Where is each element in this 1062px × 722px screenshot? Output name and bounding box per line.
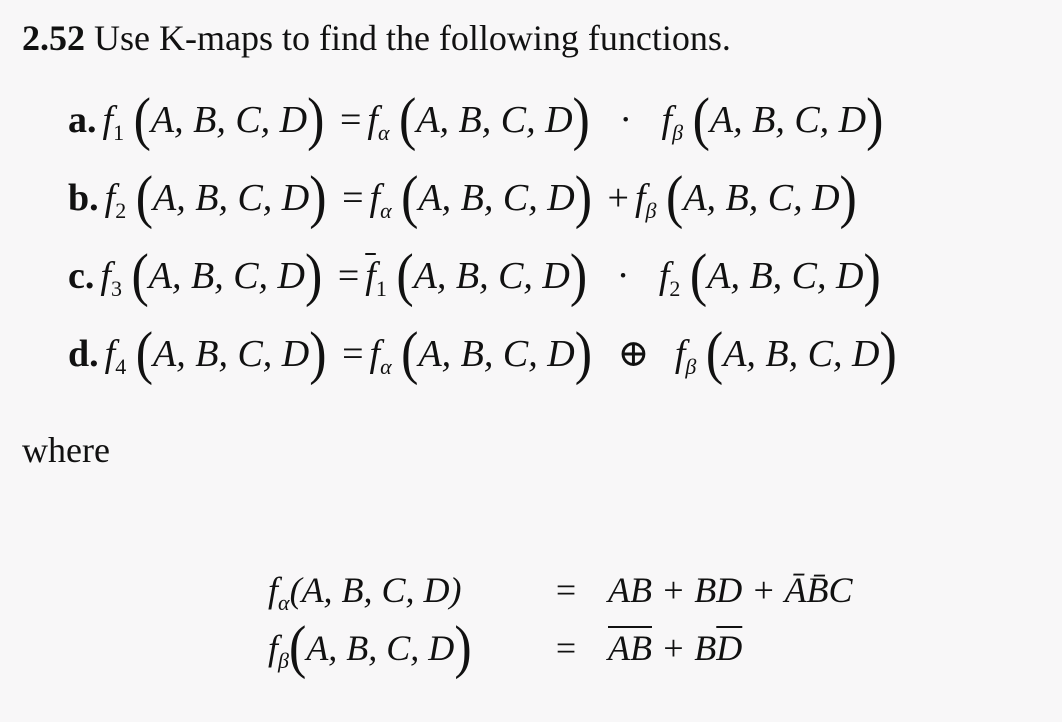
function-args: A, B, C, D [418,177,575,219]
function-args: A, B, C, D [723,333,880,375]
equals-sign: = [555,628,577,668]
function-subscript: β [278,648,289,673]
function-args: A, B, C, D [153,333,310,375]
expression-complement-term: $\overline{D}$ [716,628,743,668]
function-symbol: f [367,99,378,141]
function-args: A, B, C, D [709,99,867,141]
item-label: b. [68,177,99,219]
expression-complement-term: ĀB̄C [784,570,853,610]
function-args: (A, B, C, D) [289,570,462,610]
function-args: A, B, C, D [413,255,570,297]
expression-term: $\overline{AB}$ [608,628,652,668]
function-symbol: f [102,99,114,141]
item-formula: $f_3$ (A, B, C, $D) = \overline{f}_1$ (A, B, C, $D) \cdot f_2$ (A, B, C, D) [100,242,881,309]
equals-sign: = [342,177,364,219]
function-subscript: 3 [110,276,122,301]
function-subscript: α [278,590,290,615]
problem-header [22,14,731,62]
definition-lhs [268,566,524,627]
function-args: A, B, C, D [150,99,308,141]
function-symbol: f [661,99,673,141]
function-subscript: α [377,120,390,145]
item-formula: $f_2$ (A, B, C, $D) = f_\alpha$ (A, B, C, $D) + f_\beta$ (A, B, C, D) [104,164,857,231]
function-symbol: f [104,333,116,375]
function-symbol: f [369,177,381,219]
function-symbol: f [674,333,686,375]
function-symbol: f [658,255,670,297]
function-args: A, B, C, D [148,255,305,297]
function-subscript: β [685,354,697,379]
expression-term: + B [651,628,717,668]
item-formula: $f_1$ (A, B, C, $D) = f_\alpha$ (A, B, C, $D) \cdot f_\beta$ (A, B, C, D) [102,86,884,153]
function-args: A, B, C, D [416,99,573,141]
definition-rhs [608,624,742,672]
function-subscript: α [380,198,392,223]
equals-sign: = [555,570,577,610]
function-subscript: 4 [115,354,127,379]
function-subscript: 1 [375,276,387,301]
expression-terms: AB + BD + [608,570,785,610]
xor-operator: ⊕ [617,333,650,375]
where-label: where [22,430,110,470]
function-subscript: α [380,354,392,379]
function-symbol: f [268,570,279,610]
definition-lhs: $f_\beta(A$, B, C, D) [268,614,472,681]
problem-item-c [68,242,897,326]
function-subscript: β [672,120,684,145]
problem-list [68,86,897,404]
function-symbol-complement: $\overline{f}$ [365,255,376,297]
problem-text: Use K-maps to find the following functions. [94,18,731,58]
equals-sign: = [339,99,362,141]
operator: + [607,177,629,219]
equals-sign: = [337,255,360,297]
operator: · [619,99,633,141]
item-label: a. [68,99,97,141]
problem-item-a [68,86,897,170]
item-formula: $f_4$ (A, B, C, $D) = f_\alpha$ (A, B, C, D) ⊕ $f_\beta$ (A, B, C, D) [104,320,897,387]
item-label: d. [68,333,99,375]
problem-item-b [68,164,897,248]
function-args: A, B, C, D [306,628,455,668]
problem-number: 2.52 [22,18,85,58]
definitions [268,566,853,682]
function-subscript: 2 [115,198,127,223]
definition-rhs [608,566,853,614]
function-symbol: f [369,333,381,375]
function-symbol: f [100,255,111,297]
item-label: c. [68,255,95,297]
function-subscript: β [645,198,657,223]
definition-beta [268,614,853,682]
function-symbol: f [104,177,116,219]
operator: · [616,255,630,297]
function-subscript: 1 [113,120,125,145]
function-args: A, B, C, D [683,177,840,219]
equals-sign: = [342,333,364,375]
function-args: A, B, C, D [707,255,864,297]
problem-item-d [68,320,897,404]
function-symbol: f [634,177,646,219]
function-args: A, B, C, D [418,333,575,375]
definition-alpha [268,566,853,624]
function-subscript: 2 [669,276,681,301]
function-args: A, B, C, D [153,177,310,219]
function-symbol: f [268,628,279,668]
